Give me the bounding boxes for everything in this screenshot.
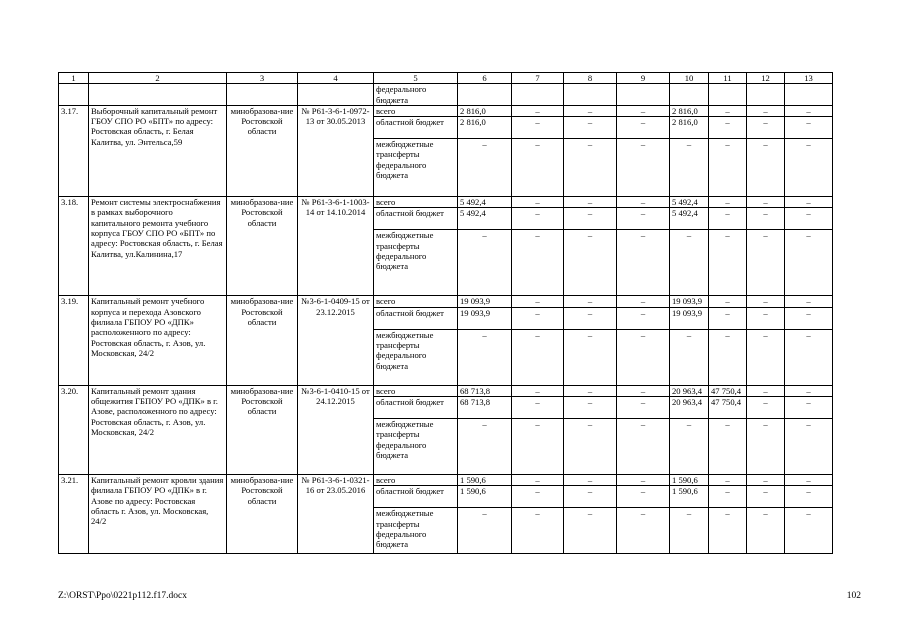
fund-label-regional: областной бюджет <box>374 117 458 139</box>
amount-cell: – <box>564 117 617 139</box>
amount-cell: – <box>564 385 617 396</box>
amount-cell: 2 816,0 <box>458 117 512 139</box>
amount-cell: – <box>564 105 617 116</box>
amount-cell: – <box>785 105 833 116</box>
amount-cell: – <box>458 230 512 296</box>
fund-label-total: всего <box>374 385 458 396</box>
amount-cell: 1 590,6 <box>670 486 709 508</box>
amount-cell: – <box>709 307 747 329</box>
amount-cell: – <box>617 197 670 208</box>
fund-label-regional: областной бюджет <box>374 397 458 419</box>
amount-cell: – <box>512 419 564 475</box>
header-cell: 13 <box>785 73 833 84</box>
amount-cell: – <box>512 329 564 385</box>
row-number: 3.21. <box>59 475 89 554</box>
amount-cell: 2 816,0 <box>670 105 709 116</box>
amount-cell: – <box>785 329 833 385</box>
row-number: 3.20. <box>59 385 89 474</box>
fund-label-transfers: межбюджетные трансферты федерального бюджета <box>374 139 458 197</box>
amount-cell: – <box>747 329 785 385</box>
header-cell: 6 <box>458 73 512 84</box>
header-cell: 3 <box>227 73 298 84</box>
amount-cell: – <box>617 508 670 554</box>
amount-cell: – <box>512 397 564 419</box>
amount-cell: 19 093,9 <box>458 307 512 329</box>
amount-cell: 20 963,4 <box>670 397 709 419</box>
amount-cell: – <box>747 475 785 486</box>
amount-cell: – <box>670 329 709 385</box>
amount-cell: – <box>512 486 564 508</box>
document-number: № Р61-3-6-1-1003-14 от 14.10.2014 <box>298 197 374 296</box>
amount-cell: – <box>747 197 785 208</box>
table-row <box>59 105 833 116</box>
header-cell: 9 <box>617 73 670 84</box>
amount-cell: – <box>564 197 617 208</box>
amount-cell: – <box>512 230 564 296</box>
object-name: Ремонт системы электроснабжения в рамках выборочного капитального ремонта учебного корпуса ГБОУ СПО РО «БПТ» по адресу: Ростовская область, г. Белая Калитва, ул.Калинина,17 <box>89 197 227 296</box>
customer-name: минобразова-ние Ростовской области <box>227 197 298 296</box>
amount-cell: – <box>785 117 833 139</box>
amount-cell: – <box>747 486 785 508</box>
document-number: №3-6-1-0409-15 от 23.12.2015 <box>298 296 374 385</box>
fund-label-total: всего <box>374 296 458 307</box>
amount-cell: 19 093,9 <box>670 296 709 307</box>
continuation-row <box>59 84 833 106</box>
amount-cell: – <box>709 230 747 296</box>
fund-label-transfers: межбюджетные трансферты федерального бюджета <box>374 419 458 475</box>
amount-cell: – <box>458 329 512 385</box>
header-row <box>59 73 833 84</box>
amount-cell: – <box>617 208 670 230</box>
amount-cell: – <box>617 385 670 396</box>
amount-cell: – <box>512 208 564 230</box>
amount-cell: – <box>785 307 833 329</box>
amount-cell: – <box>617 307 670 329</box>
amount-cell: 1 590,6 <box>670 475 709 486</box>
amount-cell: – <box>564 208 617 230</box>
amount-cell: 2 816,0 <box>670 117 709 139</box>
amount-cell: – <box>709 105 747 116</box>
amount-cell: 20 963,4 <box>670 385 709 396</box>
amount-cell: – <box>670 419 709 475</box>
customer-name: минобразова-ние Ростовской области <box>227 385 298 474</box>
amount-cell: – <box>709 139 747 197</box>
amount-cell: – <box>617 329 670 385</box>
amount-cell: – <box>785 197 833 208</box>
customer-name: минобразова-ние Ростовской области <box>227 296 298 385</box>
amount-cell: – <box>709 296 747 307</box>
amount-cell: 68 713,8 <box>458 385 512 396</box>
table-row <box>59 475 833 486</box>
amount-cell: – <box>617 139 670 197</box>
header-cell: 8 <box>564 73 617 84</box>
header-cell: 11 <box>709 73 747 84</box>
amount-cell: – <box>564 139 617 197</box>
amount-cell: 1 590,6 <box>458 475 512 486</box>
continuation-fund-label: федерального бюджета <box>374 84 458 106</box>
amount-cell: – <box>747 385 785 396</box>
amount-cell: – <box>709 486 747 508</box>
header-cell: 1 <box>59 73 89 84</box>
amount-cell: – <box>709 475 747 486</box>
amount-cell: – <box>564 475 617 486</box>
row-number: 3.17. <box>59 105 89 196</box>
fund-label-transfers: межбюджетные трансферты федерального бюджета <box>374 508 458 554</box>
amount-cell: – <box>512 117 564 139</box>
amount-cell: – <box>785 486 833 508</box>
amount-cell: – <box>512 197 564 208</box>
amount-cell: – <box>747 139 785 197</box>
amount-cell: – <box>747 419 785 475</box>
amount-cell: – <box>670 139 709 197</box>
amount-cell: – <box>512 508 564 554</box>
amount-cell: – <box>747 296 785 307</box>
amount-cell: 5 492,4 <box>458 208 512 230</box>
amount-cell: – <box>709 329 747 385</box>
amount-cell: – <box>670 508 709 554</box>
amount-cell: – <box>564 296 617 307</box>
amount-cell: 5 492,4 <box>458 197 512 208</box>
amount-cell: – <box>564 508 617 554</box>
header-cell: 7 <box>512 73 564 84</box>
header-cell: 5 <box>374 73 458 84</box>
table-row <box>59 197 833 208</box>
row-number: 3.18. <box>59 197 89 296</box>
amount-cell: – <box>458 419 512 475</box>
amount-cell: – <box>747 508 785 554</box>
table-row <box>59 296 833 307</box>
amount-cell: – <box>617 486 670 508</box>
amount-cell: – <box>785 385 833 396</box>
amount-cell: – <box>709 197 747 208</box>
fund-label-regional: областной бюджет <box>374 208 458 230</box>
amount-cell: – <box>564 230 617 296</box>
amount-cell: – <box>617 296 670 307</box>
amount-cell: – <box>785 230 833 296</box>
amount-cell: – <box>458 139 512 197</box>
object-name: Капитальный ремонт учебного корпуса и перехода Азовского филиала ГБПОУ РО «ДПК» расположенного по адресу: Ростовская область, г. Азов, ул. Московская, 24/2 <box>89 296 227 385</box>
amount-cell: – <box>512 296 564 307</box>
amount-cell: – <box>709 208 747 230</box>
amount-cell: 1 590,6 <box>458 486 512 508</box>
amount-cell: – <box>785 397 833 419</box>
amount-cell: – <box>617 230 670 296</box>
amount-cell: – <box>564 419 617 475</box>
amount-cell: – <box>564 329 617 385</box>
fund-label-total: всего <box>374 105 458 116</box>
amount-cell: – <box>512 385 564 396</box>
amount-cell: – <box>564 486 617 508</box>
fund-label-total: всего <box>374 475 458 486</box>
amount-cell: – <box>747 307 785 329</box>
object-name: Выборочный капитальный ремонт ГБОУ СПО РО «БПТ» по адресу: Ростовская область, г. Белая Калитва, ул. Энтельса,59 <box>89 105 227 196</box>
row-number: 3.19. <box>59 296 89 385</box>
amount-cell: – <box>785 296 833 307</box>
document-number: №3-6-1-0410-15 от 24.12.2015 <box>298 385 374 474</box>
amount-cell: – <box>785 475 833 486</box>
fund-label-regional: областной бюджет <box>374 307 458 329</box>
amount-cell: – <box>709 117 747 139</box>
header-cell: 4 <box>298 73 374 84</box>
amount-cell: – <box>747 397 785 419</box>
amount-cell: 5 492,4 <box>670 208 709 230</box>
amount-cell: – <box>617 475 670 486</box>
object-name: Капитальный ремонт здания общежития ГБПОУ РО «ДПК» в г. Азове, расположенного по адресу: Ростовская область, г. Азов, ул. Московская, 24/2 <box>89 385 227 474</box>
amount-cell: 47 750,4 <box>709 385 747 396</box>
amount-cell: – <box>747 208 785 230</box>
amount-cell: – <box>617 117 670 139</box>
amount-cell: – <box>512 139 564 197</box>
fund-label-regional: областной бюджет <box>374 486 458 508</box>
amount-cell: – <box>617 419 670 475</box>
amount-cell: 5 492,4 <box>670 197 709 208</box>
document-number: № Р61-3-6-1-0321-16 от 23.05.2016 <box>298 475 374 554</box>
amount-cell: – <box>747 105 785 116</box>
amount-cell: – <box>617 397 670 419</box>
amount-cell: 2 816,0 <box>458 105 512 116</box>
amount-cell: – <box>458 508 512 554</box>
amount-cell: – <box>564 397 617 419</box>
customer-name: минобразова-ние Ростовской области <box>227 105 298 196</box>
amount-cell: 19 093,9 <box>458 296 512 307</box>
amount-cell: – <box>617 105 670 116</box>
header-cell: 2 <box>89 73 227 84</box>
amount-cell: – <box>709 508 747 554</box>
amount-cell: 19 093,9 <box>670 307 709 329</box>
rows-body <box>59 105 833 553</box>
table-row <box>59 385 833 396</box>
amount-cell: 47 750,4 <box>709 397 747 419</box>
amount-cell: – <box>564 307 617 329</box>
amount-cell: – <box>670 230 709 296</box>
amount-cell: – <box>785 139 833 197</box>
amount-cell: – <box>785 508 833 554</box>
amount-cell: – <box>785 419 833 475</box>
program-table <box>58 72 833 554</box>
amount-cell: 68 713,8 <box>458 397 512 419</box>
amount-cell: – <box>747 230 785 296</box>
page-number: 102 <box>846 591 861 601</box>
amount-cell: – <box>709 419 747 475</box>
customer-name: минобразова-ние Ростовской области <box>227 475 298 554</box>
amount-cell: – <box>512 307 564 329</box>
fund-label-transfers: межбюджетные трансферты федерального бюджета <box>374 329 458 385</box>
header-cell: 12 <box>747 73 785 84</box>
object-name: Капитальный ремонт кровли здания филиала ГБПОУ РО «ДПК» в г. Азове по адресу: Ростовская область г. Азов, ул. Московская, 24/2 <box>89 475 227 554</box>
amount-cell: – <box>512 105 564 116</box>
file-path: Z:\ORST\Ppo\0221p112.f17.docx <box>58 591 187 601</box>
fund-label-total: всего <box>374 197 458 208</box>
amount-cell: – <box>512 475 564 486</box>
header-cell: 10 <box>670 73 709 84</box>
document-number: № Р61-3-6-1-0972-13 от 30.05.2013 <box>298 105 374 196</box>
amount-cell: – <box>785 208 833 230</box>
amount-cell: – <box>747 117 785 139</box>
fund-label-transfers: межбюджетные трансферты федерального бюджета <box>374 230 458 296</box>
